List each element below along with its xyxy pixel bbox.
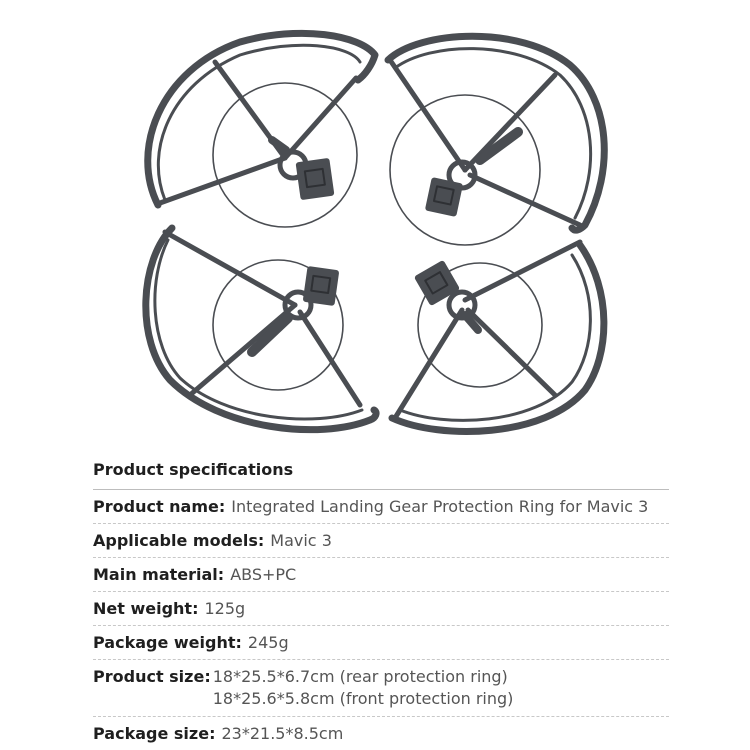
spec-row-product-size	[93, 660, 669, 717]
spec-row-package-weight	[93, 626, 669, 660]
spec-label: Package weight:	[93, 633, 242, 652]
guard-bottom-left	[146, 228, 376, 430]
spec-row-net-weight	[93, 592, 669, 626]
spec-value: 125g	[204, 599, 246, 618]
guard-top-right	[388, 36, 604, 245]
spec-label: Product name:	[93, 497, 226, 516]
product-specifications	[93, 455, 669, 750]
spec-row-applicable-models	[93, 524, 669, 558]
spec-value: 23*21.5*8.5cm	[221, 724, 344, 743]
spec-label: Product size:	[93, 667, 211, 686]
spec-label: Package size:	[93, 724, 216, 743]
spec-row-package-size	[93, 717, 669, 750]
spec-value: Integrated Landing Gear Protection Ring for Mavic 3	[231, 497, 649, 516]
spec-value: 245g	[247, 633, 289, 652]
spec-value: 18*25.6*5.8cm (front protection ring)	[212, 689, 514, 708]
spec-value: Mavic 3	[270, 531, 332, 550]
spec-value: ABS+PC	[230, 565, 297, 584]
spec-row-main-material	[93, 558, 669, 592]
spec-value: 18*25.5*6.7cm (rear protection ring)	[212, 667, 508, 686]
spec-value-list	[213, 666, 514, 710]
spec-row-product-name	[93, 490, 669, 524]
spec-heading: Product specifications	[93, 455, 669, 490]
guard-top-left	[148, 33, 375, 227]
guard-bottom-right	[392, 242, 604, 431]
spec-label: Applicable models:	[93, 531, 265, 550]
spec-label: Main material:	[93, 565, 225, 584]
spec-label: Net weight:	[93, 599, 199, 618]
